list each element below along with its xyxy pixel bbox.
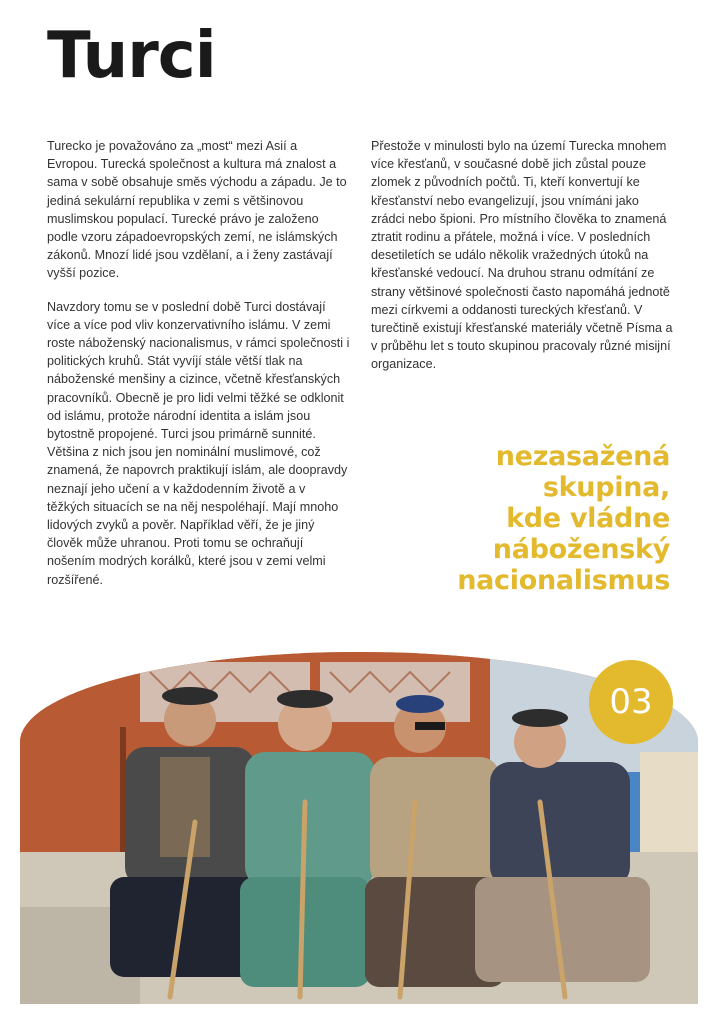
left-text-column xyxy=(47,137,350,604)
pull-quote-line: nacionalismus xyxy=(457,565,670,596)
pull-quote-line: kde vládne xyxy=(506,503,670,534)
pull-quote-line: skupina, xyxy=(542,472,670,503)
pull-quote-line: nezasažená xyxy=(495,441,670,472)
paragraph: Turecko je považováno za „most“ mezi Asií a Evropou. Turecká společnost a kultura má znalost a sama v sobě obsahuje směs východu a západu. Je to jediná sekulární republika v zemi s většinovou muslimskou populací. Turecké právo je založeno podle vzoru západoevropských zemí, ne islámských zákonů. Mnozí lidé jsou vzdělaní, a i ženy zastávají vyšší pozice. xyxy=(47,139,347,281)
pull-quote xyxy=(370,441,670,596)
page-number-badge: 03 xyxy=(589,660,673,744)
paragraph: Přestože v minulosti bylo na území Turecka mnohem více křesťanů, v současné době jich zůstal pouze zlomek z původních počtů. Ti, kteří konvertují ke křesťanství nebo evangelizují, jsou vnímáni jako zrádci nebo špioni. Pro místního člověka to znamená ztratit rodinu a přátele, možná i více. V posledních desetiletích se událo několik vražedných útoků na křesťanské vedoucí. Na druhou stranu odmítání ze strany většinové společnosti často napomáhá jednotě mezi církvemi a oddanosti tureckých křesťanů. V turečtině existují křesťanské materiály včetně Písma a v průběhu let s touto skupinou pracovaly různé misijní organizace. xyxy=(371,139,673,372)
page-title: Turci xyxy=(47,19,216,93)
paragraph: Navzdory tomu se v poslední době Turci dostávají více a více pod vliv konzervativního islámu. V zemi roste náboženský nacionalismus, v rámci společnosti i politických kruhů. Stát vyvíjí stále větší tlak na náboženské menšiny a cizince, včetně křesťanských pracovníků. Obecně je pro lidi velmi těžké se odklonit od islámu, protože národní identita a islám jsou bytostně propojené. Turci jsou primárně sunnité. Většina z nich jsou jen nominální muslimové, což znamená, že napovrch praktikují islám, ale doopravdy neznají jeho učení a v každodenním životě a v těžkých situacích se na něj nespoléhají. Mají mnoho lidových zvyků a pověr. Například věří, že je jiný člověk může uhranou. Proti tomu se ochraňují nošením modrých korálků, které jsou v zemi velmi rozšířené. xyxy=(47,299,350,587)
right-text-column xyxy=(371,137,676,389)
pull-quote-line: náboženský xyxy=(492,534,670,565)
